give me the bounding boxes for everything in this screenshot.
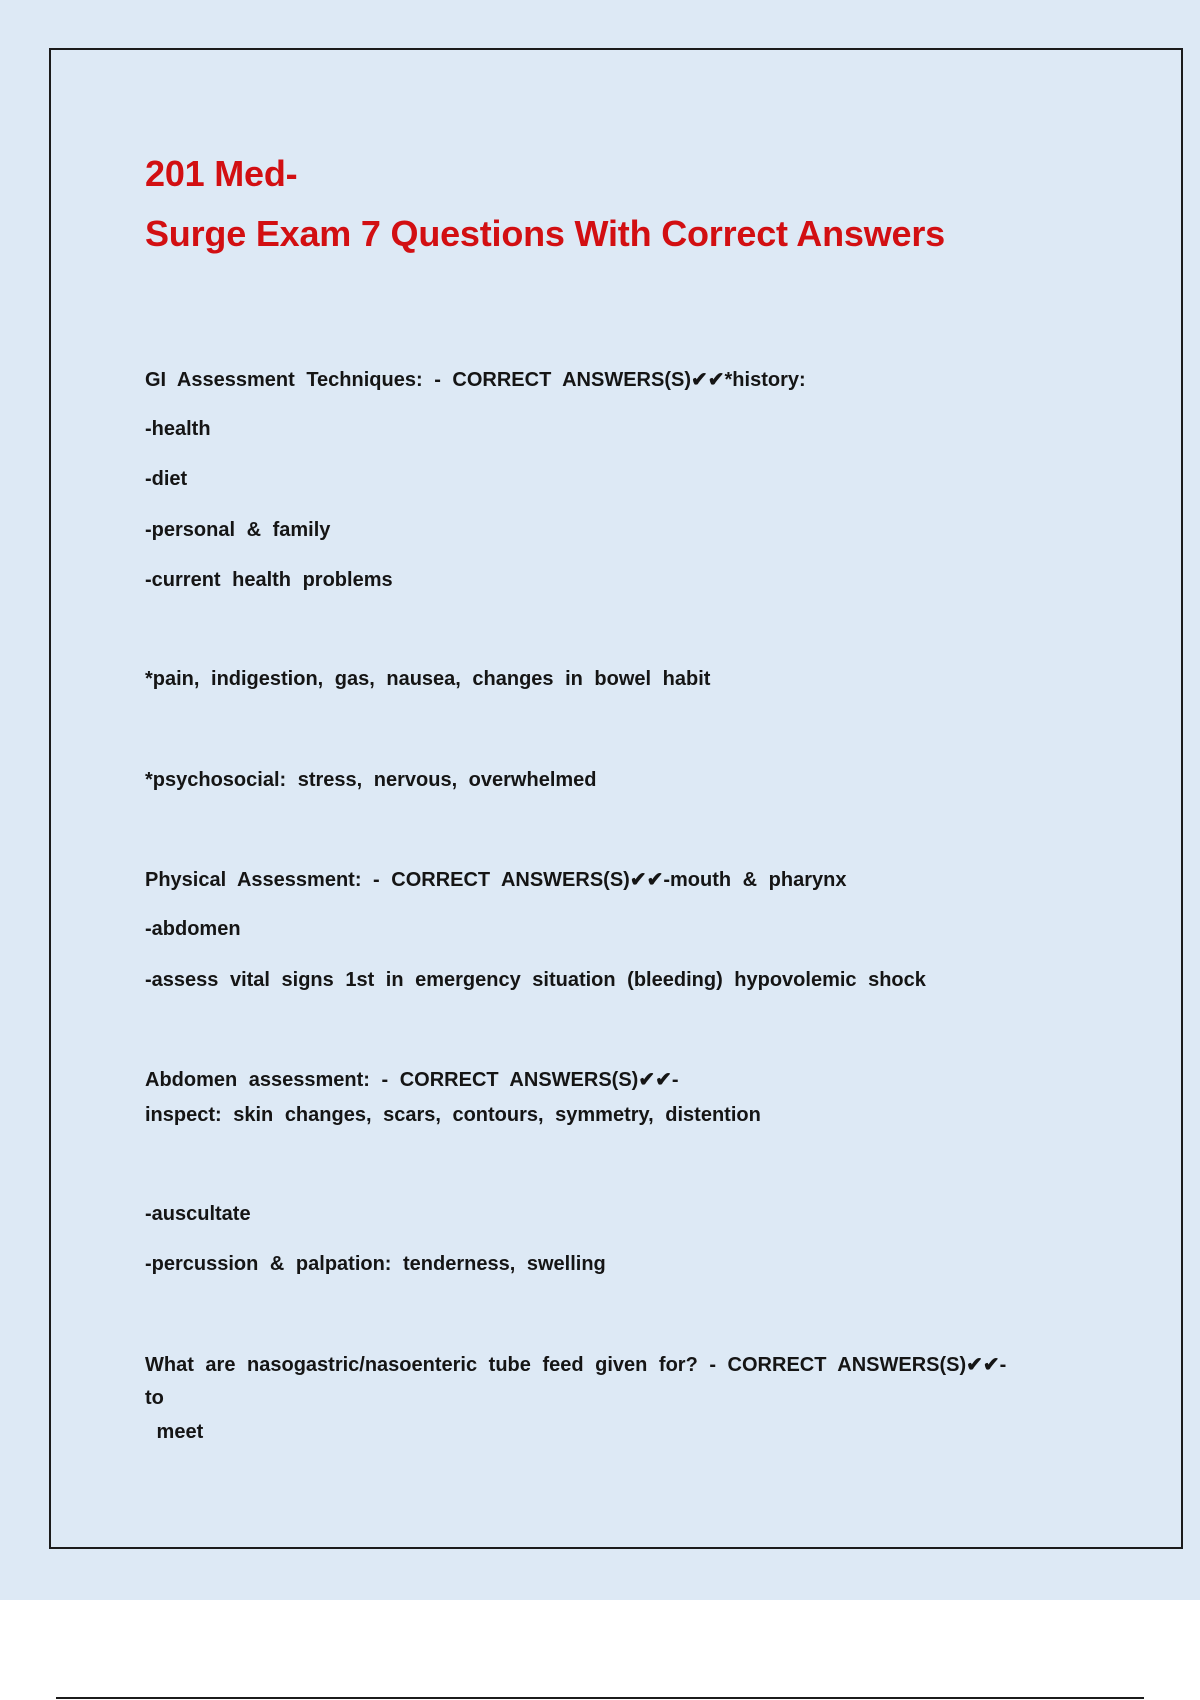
question-2-item-vital-signs: -assess vital signs 1st in emergency situation (bleeding) hypovolemic shock	[145, 969, 926, 991]
question-1-psychosocial-line: *psychosocial: stress, nervous, overwhelmed	[145, 769, 597, 791]
document-title-line-2: Surge Exam 7 Questions With Correct Answers	[145, 213, 945, 254]
question-4-line-to: to	[145, 1387, 164, 1409]
question-1-pain-line: *pain, indigestion, gas, nausea, changes in bowel habit	[145, 668, 711, 690]
question-1-heading: GI Assessment Techniques: - CORRECT ANSWERS(S)✔✔*history:	[145, 369, 806, 391]
page-divider-line	[56, 1697, 1144, 1699]
question-2-heading: Physical Assessment: - CORRECT ANSWERS(S)✔✔-mouth & pharynx	[145, 869, 847, 891]
question-4-line-meet: meet	[145, 1421, 204, 1443]
question-3-item-auscultate: -auscultate	[145, 1203, 251, 1225]
document-border	[49, 48, 1183, 1549]
question-1-item-diet: -diet	[145, 468, 188, 490]
question-3-heading: Abdomen assessment: - CORRECT ANSWERS(S)✔✔-	[145, 1069, 679, 1091]
question-1-item-personal-family: -personal & family	[145, 519, 331, 541]
question-1-item-current-problems: -current health problems	[145, 569, 393, 591]
question-3-inspect-line: inspect: skin changes, scars, contours, symmetry, distention	[145, 1104, 761, 1126]
document-title-line-1: 201 Med-	[145, 153, 298, 194]
question-2-item-abdomen: -abdomen	[145, 918, 241, 940]
question-3-item-percussion: -percussion & palpation: tenderness, swelling	[145, 1253, 606, 1275]
question-1-item-health: -health	[145, 418, 211, 440]
question-4-heading: What are nasogastric/nasoenteric tube feed given for? - CORRECT ANSWERS(S)✔✔-	[145, 1354, 1007, 1376]
